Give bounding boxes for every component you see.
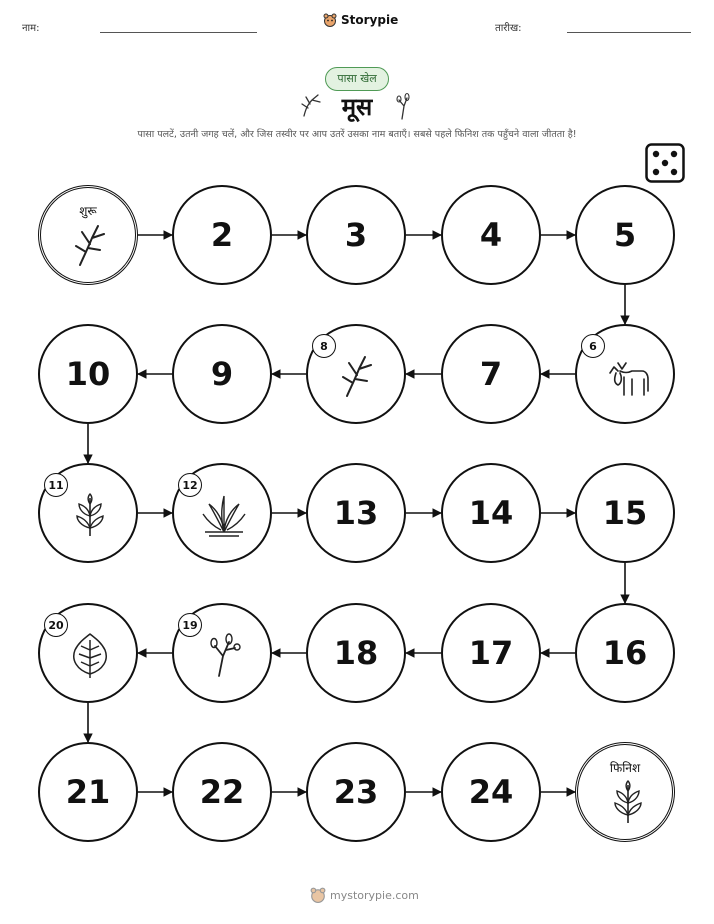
marsh-plant-icon bbox=[199, 490, 249, 540]
board-space-5[interactable] bbox=[575, 185, 675, 285]
start-space[interactable] bbox=[38, 185, 138, 285]
instructions: पासा पलटें, उतनी जगह चलें, और जिस तस्वीर पर आप उतरें उसका नाम बताएँ। सबसे पहले फिनिश तक पहुँचने वाला जीतता है! bbox=[137, 129, 577, 140]
finish-space[interactable] bbox=[575, 742, 675, 842]
space-number: 14 bbox=[468, 494, 514, 532]
space-number: 24 bbox=[468, 773, 514, 811]
board-space-18[interactable] bbox=[306, 603, 406, 703]
board-space-24[interactable] bbox=[441, 742, 541, 842]
moose-icon bbox=[602, 351, 652, 401]
space-number: 22 bbox=[199, 773, 245, 811]
board-space-8[interactable] bbox=[306, 324, 406, 424]
leafy-twig-icon bbox=[603, 777, 653, 827]
start-label: शुरू bbox=[79, 204, 97, 218]
space-number: 23 bbox=[333, 773, 379, 811]
space-number: 10 bbox=[65, 355, 111, 393]
board-space-6[interactable] bbox=[575, 324, 675, 424]
board-space-2[interactable] bbox=[172, 185, 272, 285]
brand-name: Storypie bbox=[341, 13, 399, 27]
board-space-14[interactable] bbox=[441, 463, 541, 563]
footer-url: mystorypie.com bbox=[330, 888, 419, 902]
board-space-13[interactable] bbox=[306, 463, 406, 563]
board-space-16[interactable] bbox=[575, 603, 675, 703]
space-number: 3 bbox=[344, 216, 368, 254]
board-space-23[interactable] bbox=[306, 742, 406, 842]
space-number: 4 bbox=[479, 216, 503, 254]
board-space-11[interactable] bbox=[38, 463, 138, 563]
board-space-21[interactable] bbox=[38, 742, 138, 842]
name-label: नाम: bbox=[22, 23, 40, 34]
space-number: 11 bbox=[44, 473, 68, 497]
page-title: मूस bbox=[341, 93, 373, 121]
space-number: 12 bbox=[178, 473, 202, 497]
board-space-10[interactable] bbox=[38, 324, 138, 424]
leafy-twig-icon bbox=[65, 490, 115, 540]
storypie-mascot-icon bbox=[310, 887, 326, 903]
footer bbox=[310, 887, 419, 903]
space-number: 16 bbox=[602, 634, 648, 672]
antler-icon bbox=[66, 220, 116, 270]
space-number: 8 bbox=[312, 334, 336, 358]
date-label: तारीख: bbox=[495, 23, 522, 34]
space-number: 13 bbox=[333, 494, 379, 532]
board-space-15[interactable] bbox=[575, 463, 675, 563]
board-space-19[interactable] bbox=[172, 603, 272, 703]
space-number: 7 bbox=[479, 355, 503, 393]
aspen-leaf-icon bbox=[65, 630, 115, 680]
game-type-badge: पासा खेल bbox=[325, 67, 389, 91]
board-space-3[interactable] bbox=[306, 185, 406, 285]
space-number: 19 bbox=[178, 613, 202, 637]
space-number: 2 bbox=[210, 216, 234, 254]
board-space-17[interactable] bbox=[441, 603, 541, 703]
space-number: 21 bbox=[65, 773, 111, 811]
space-number: 5 bbox=[613, 216, 637, 254]
finish-label: फिनिश bbox=[609, 761, 641, 775]
board-space-7[interactable] bbox=[441, 324, 541, 424]
antler-icon bbox=[333, 351, 383, 401]
board-space-22[interactable] bbox=[172, 742, 272, 842]
board-space-12[interactable] bbox=[172, 463, 272, 563]
space-number: 9 bbox=[210, 355, 234, 393]
space-number: 18 bbox=[333, 634, 379, 672]
space-number: 17 bbox=[468, 634, 514, 672]
space-number: 15 bbox=[602, 494, 648, 532]
board-space-20[interactable] bbox=[38, 603, 138, 703]
board-space-9[interactable] bbox=[172, 324, 272, 424]
willow-bud-icon bbox=[199, 630, 249, 680]
space-number: 6 bbox=[581, 334, 605, 358]
board-space-4[interactable] bbox=[441, 185, 541, 285]
space-number: 20 bbox=[44, 613, 68, 637]
